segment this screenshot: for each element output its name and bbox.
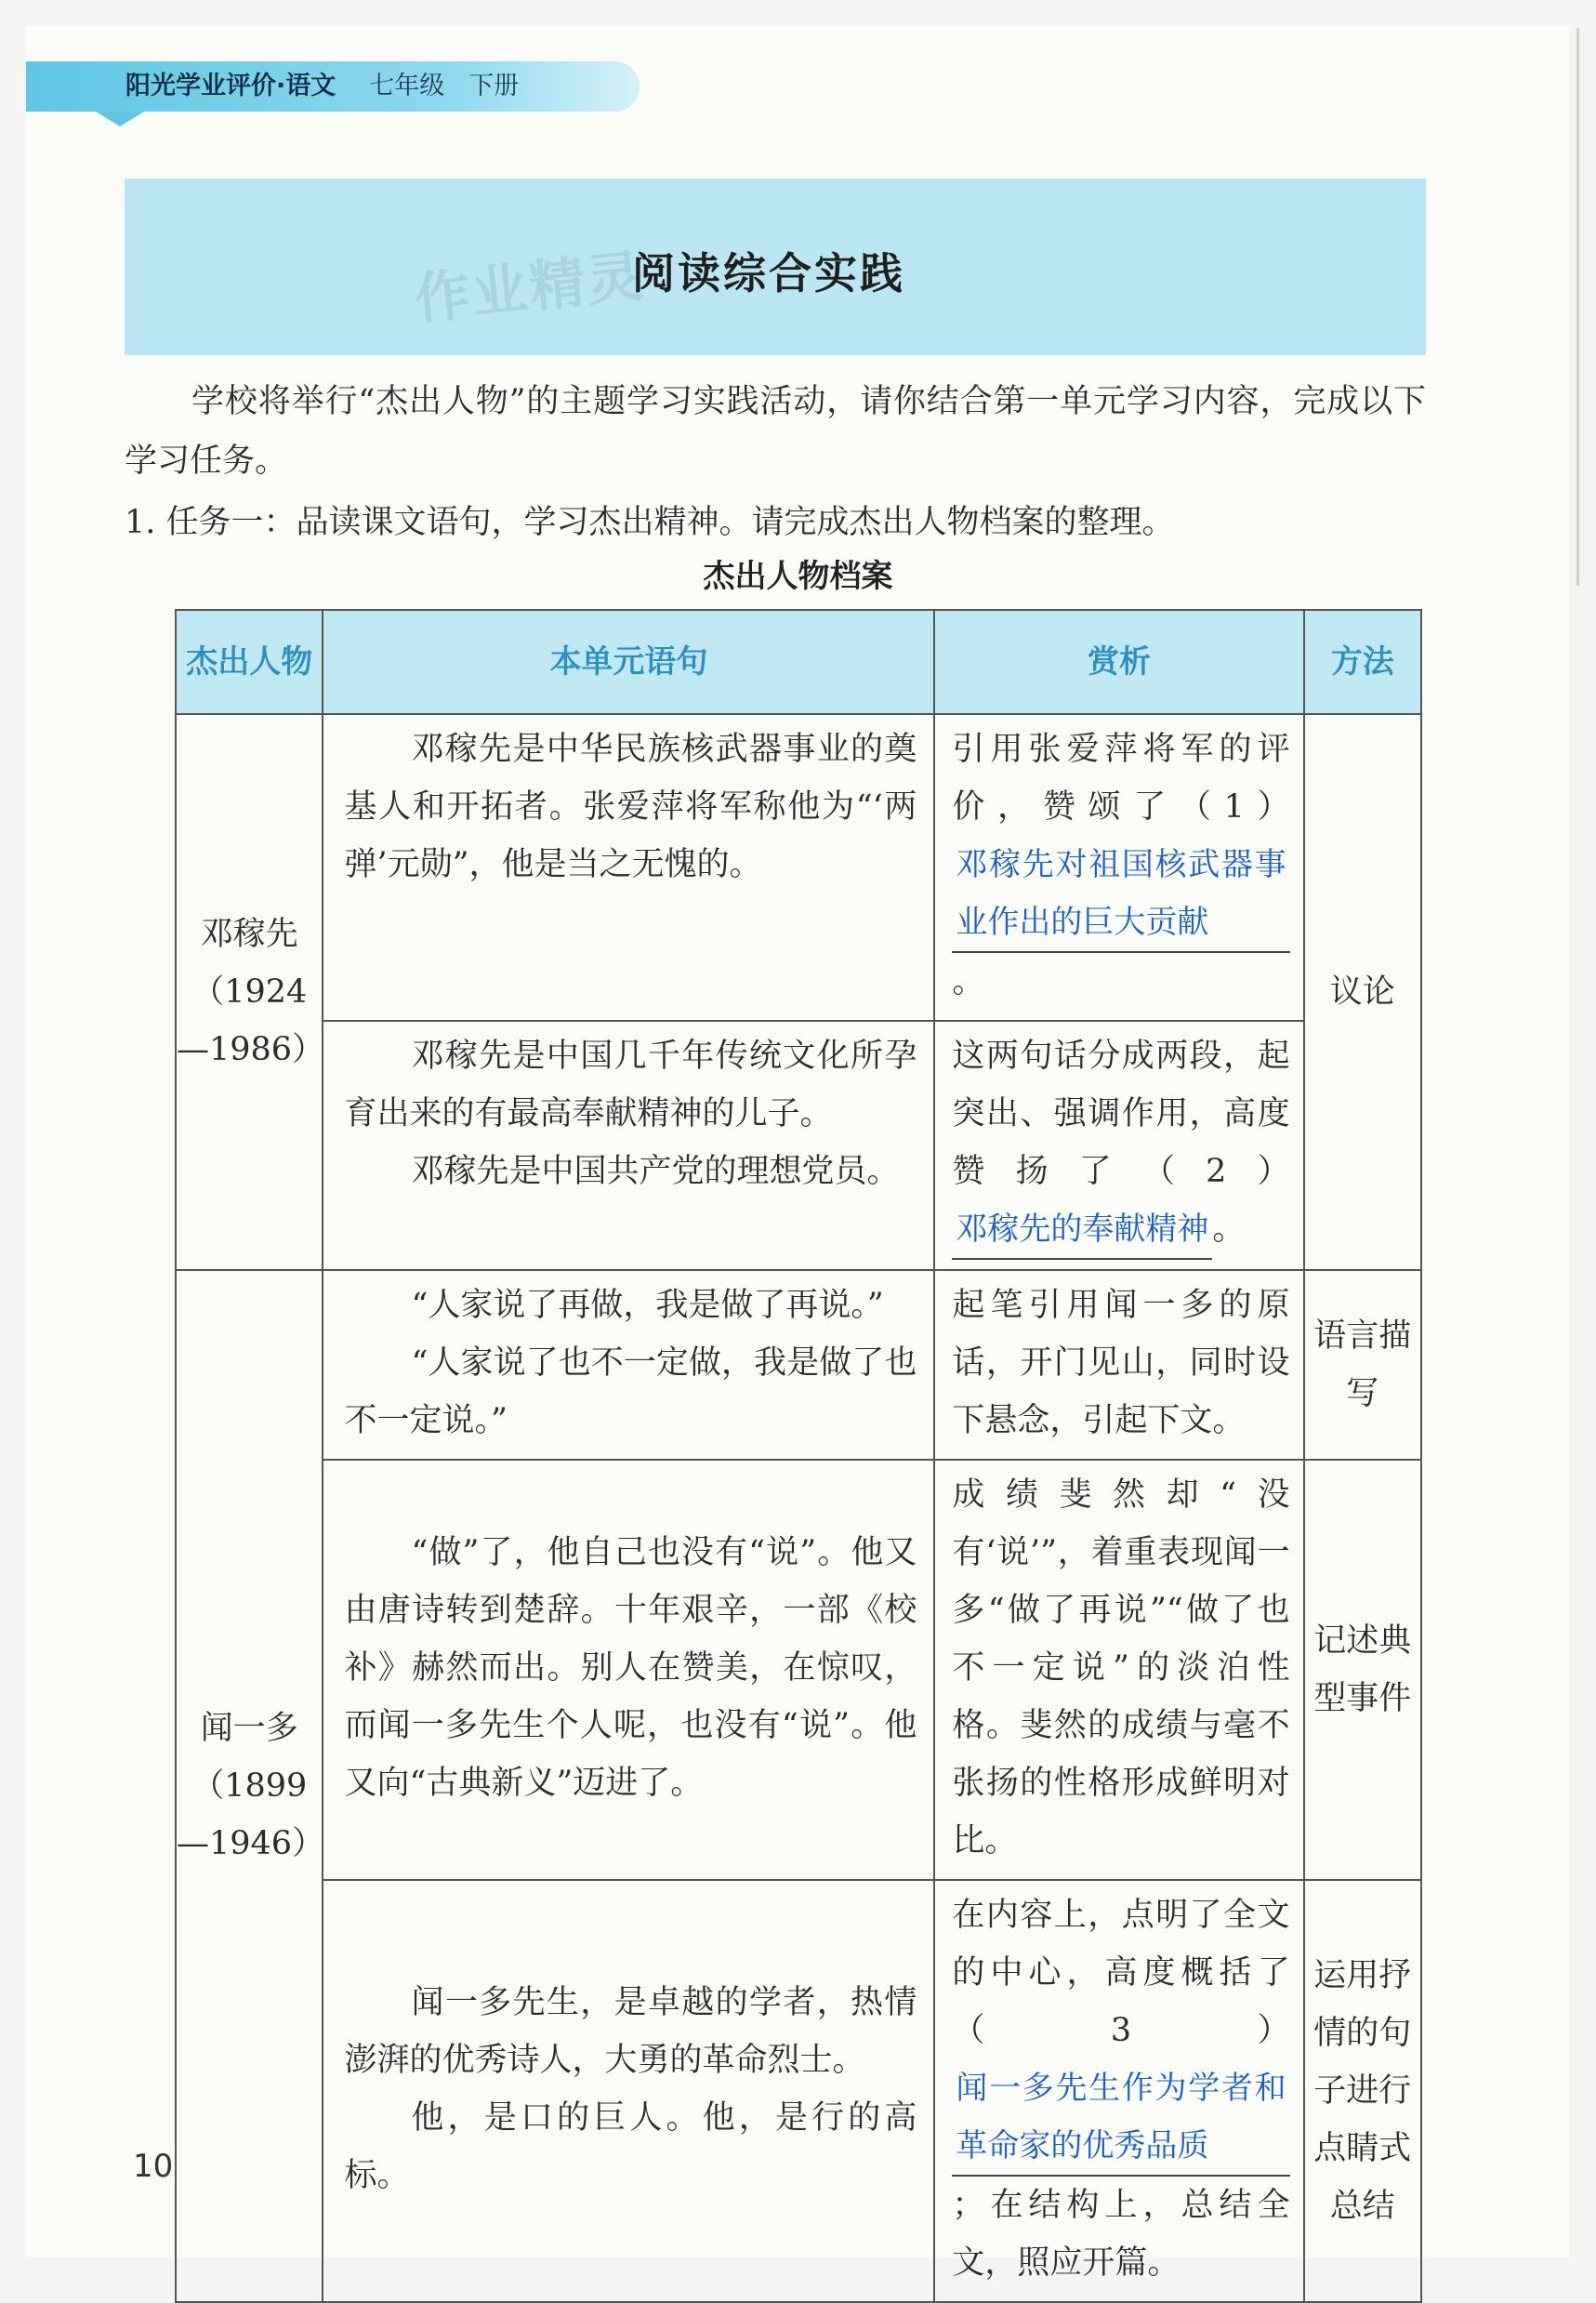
sentence-text: 他，是口的巨人。他，是行的高标。 [344,2099,917,2194]
intro-paragraph: 学校将举行“杰出人物”的主题学习实践活动，请你结合第一单元学习内容，完成以下学习任务。 [125,383,1426,480]
analysis-text: 在内容上，点明了全文的中心，高度概括了（3） [952,1897,1290,2049]
analysis-cell: 成绩斐然却“没有‘说’”，着重表现闻一多“做了再说”“做了也不一定说”的淡泊性格。斐然的成绩与毫不张扬的性格形成鲜明对比。 [934,1460,1303,1880]
table-row [176,1270,1421,1460]
sentence-cell [323,714,934,1021]
person-years: （1899—1946） [177,1767,325,1862]
answer-2: 邓稼先的奉献精神 [952,1200,1212,1260]
page-number: 10 [133,2148,174,2185]
sentence-cell [323,1880,934,2302]
person-years: （1924—1986） [177,973,325,1068]
analysis-cell [934,1021,1303,1270]
method-cell: 语言描写 [1304,1270,1421,1460]
watermark: 作业精灵 [411,244,648,333]
analysis-cell [934,714,1303,1021]
analysis-end: 。 [1212,1211,1246,1248]
analysis-cell: 起笔引用闻一多的原话，开门见山，同时设下悬念，引起下文。 [934,1270,1303,1460]
sentence-cell [323,1270,934,1460]
table-title: 杰出人物档案 [703,558,893,595]
table-row [176,1880,1421,2302]
person-cell [176,1270,323,2302]
person-name: 闻一多 [200,1710,298,1747]
analysis-text: 引用张爱萍将军的评价，赞颂了（1） [952,731,1290,826]
analysis-cell [934,1880,1303,2302]
method-cell: 记述典型事件 [1304,1460,1421,1880]
method-cell: 议论 [1304,714,1421,1270]
series-name: 阳光学业评价·语文 [125,72,336,100]
table-row [176,714,1421,1021]
section-title: 阅读综合实践 [632,248,905,298]
table-header-row [176,610,1421,714]
method-cell: 运用抒情的句子进行点睛式总结 [1304,1880,1421,2302]
sentence-text: 邓稼先是中国几千年传统文化所孕育出来的有最高奉献精神的儿子。 [344,1038,917,1132]
table-row [176,1021,1421,1270]
header-method: 方法 [1304,610,1421,714]
sentence-cell [323,1460,934,1880]
sentence-text: “人家说了也不一定做，我是做了也不一定说。” [344,1344,917,1439]
person-cell [176,714,323,1270]
header-sentence: 本单元语句 [323,610,934,714]
analysis-end: 。 [952,963,985,1000]
sentence-text: 闻一多先生，是卓越的学者，热情澎湃的优秀诗人，大勇的革命烈士。 [344,1984,917,2079]
analysis-text: 这两句话分成两段，起突出、强调作用，高度赞扬了（2） [952,1038,1290,1190]
person-name: 邓稼先 [200,916,298,953]
sentence-cell [323,1021,934,1270]
analysis-end: ；在结构上，总结全文，照应开篇。 [952,2187,1290,2282]
header-title [125,65,519,108]
header-analysis: 赏析 [934,610,1303,714]
answer-1: 邓稼先对祖国核武器事业作出的巨大贡献 [952,836,1289,953]
person-archive-table [175,609,1422,2303]
task-1-instruction: 1. 任务一：品读课文语句，学习杰出精神。请完成杰出人物档案的整理。 [125,504,1175,541]
grade-label: 七年级 [369,72,445,100]
header-person: 杰出人物 [176,610,323,714]
page-edge-rule [1576,28,1579,586]
sentence-text: “做”了，他自己也没有“说”。他又由唐诗转到楚辞。十年艰辛，一部《校补》赫然而出。别人在赞美，在惊叹，而闻一多先生个人呢，也没有“说”。他又向“古典新义”迈进了。 [344,1534,917,1802]
table-row [176,1460,1421,1880]
volume-label: 下册 [468,72,520,100]
sentence-text: “人家说了再做，我是做了再说。” [411,1287,884,1324]
sentence-text: 邓稼先是中华民族核武器事业的奠基人和开拓者。张爱萍将军称他为“‘两弹’元勋”，他是当之无愧的。 [344,731,917,883]
answer-3: 闻一多先生作为学者和革命家的优秀品质 [952,2059,1289,2177]
sentence-text: 邓稼先是中国共产党的理想党员。 [411,1153,900,1190]
